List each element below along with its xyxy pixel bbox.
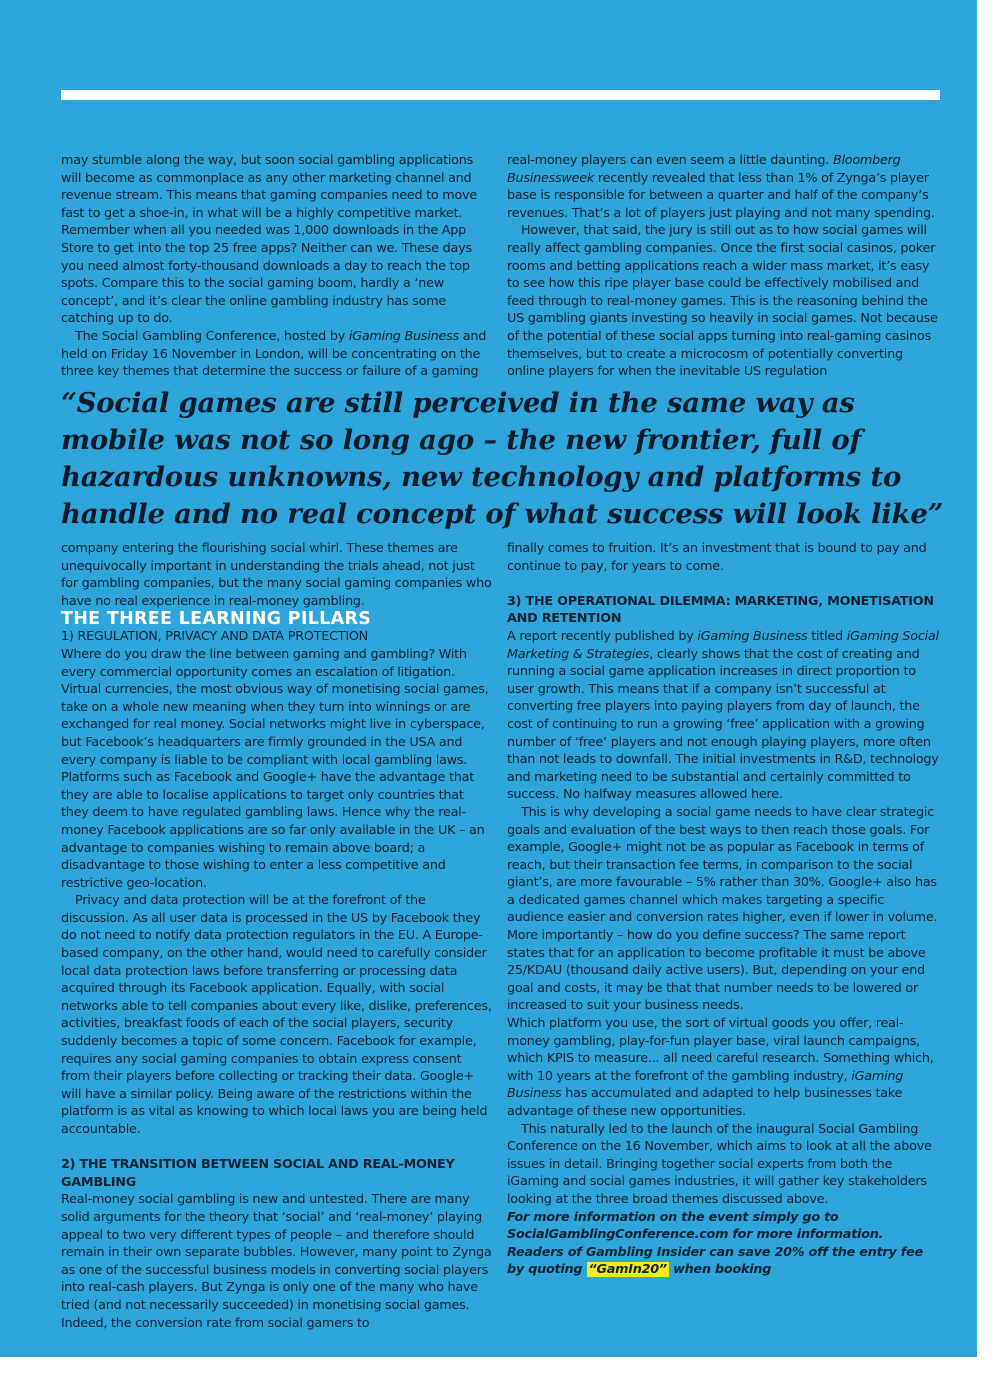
paragraph: Real-money social gambling is new and untested. There are many solid arguments for the theory that ‘social’ and ‘real-money’ playing appeal to two very different types of people – and therefore should remain in their own separate bubbles. However, many point to Zynga as one of the successful business models in converting social players into real-cash players. But Zynga is only one of the many who have tried (and not necessarily succeeded) in monetising social games. Indeed, the conversion rate from social gamers to <box>61 1192 492 1331</box>
column-right-top <box>507 152 940 381</box>
paragraph: The Social Gambling Conference, hosted by iGaming Business and held on Friday 16 November in London, will be concentrating on the three key themes that determine the success or failure of a gaming <box>61 328 487 380</box>
column-left-bottom <box>61 540 494 1332</box>
paragraph: company entering the flourishing social whirl. These themes are unequivocally important in understanding the trials ahead, not just for gambling companies, but the many social gaming companies who have no real experience in real-money gambling. <box>61 541 492 609</box>
subsection-heading: 2) THE TRANSITION BETWEEN SOCIAL AND REAL-MONEY GAMBLING <box>61 1157 455 1190</box>
paragraph: This naturally led to the launch of the inaugural Social Gambling Conference on the 16 November, which aims to look at all the above issues in detail. Bringing together social experts from both the iGaming and social games industries, it will gather key stakeholders looking at the three broad themes discussed above. <box>507 1121 932 1207</box>
subsection-heading: 1) REGULATION, PRIVACY AND DATA PROTECTION <box>61 629 368 645</box>
paragraph: may stumble along the way, but soon social gambling applications will become as commonplace as any other marketing channel and revenue stream. This means that gaming companies need to move fast to get a shoe-in, in what will be a highly competitive market. Remember when all you needed was 1,000 downloads in the App Store to get into the top 25 free apps? Neither can we. These days you need almost forty-thousand downloads a day to reach the top spots. Compare this to the social gaming boom, hardly a ‘new concept’, and it’s clear the online gambling industry has some catching up to do. <box>61 153 478 327</box>
section-heading: THE THREE LEARNING PILLARS <box>61 609 372 630</box>
column-right-bottom <box>507 540 940 1279</box>
paragraph: finally comes to fruition. It’s an investment that is bound to pay and continue to pay, for years to come. <box>507 541 927 574</box>
event-promo: For more information on the event simply go to SocialGamblingConference.com for more information. Readers of Gambling Insider can save 20% off the entry fee by quoting “GamIn20” when booking <box>507 1209 923 1278</box>
paragraph: Where do you draw the line between gaming and gambling? With every commercial opportunity comes an escalation of litigation. Virtual currencies, the most obvious way of monetising social games, take on a whole new meaning when they turn into winnings or are exchanged for real money. Social networks might live in cyberspace, but Facebook’s headquarters are firmly grounded in the USA and every company is liable to be compliant with local gambling laws. Platforms such as Facebook and Google+ have the advantage that they are able to localise applications to target only countries that they deem to have regulated gambling laws. Hence why the real-money Facebook applications are so far only available in the UK – an advantage to companies wishing to remain above board; a disadvantage to those wishing to enter a less competitive and restrictive geo-location. <box>61 646 489 891</box>
column-left-top <box>61 152 494 381</box>
paragraph: real-money players can even seem a little daunting. Bloomberg Businessweek recently revealed that less than 1% of Zynga’s player base is responsible for between a quarter and half of the company’s revenues. That’s a lot of players just playing and not many spending. <box>507 153 935 221</box>
top-rule-divider <box>61 90 940 100</box>
promo-code: “GamIn20” <box>588 1262 667 1278</box>
paragraph: Which platform you use, the sort of virtual goods you offer, real-money gambling, play-for-fun player base, viral launch campaigns, which KPIS to measure... all need careful research. Something which, with 10 years at the forefront of the gambling industry, iGaming Business has accumulated and adapted to help businesses take advantage of these new opportunities. <box>507 1016 934 1119</box>
subsection-heading: 3) THE OPERATIONAL DILEMMA: MARKETING, MONETISATION AND RETENTION <box>507 593 934 627</box>
paragraph: A report recently published by iGaming Business titled iGaming Social Marketing & Strategies, clearly shows that the cost of creating and running a social game application increases in direct proportion to user growth. This means that if a company isn’t successful at converting free players into paying players from day of launch, the cost of continuing to run a growing ‘free’ application with a growing number of ‘free’ players and not enough playing players, more often than not leads to downfall. The initial investments in R&D, technology and marketing need to be substantial and certainly committed to success. No halfway measures allowed here. <box>507 628 939 803</box>
paragraph: This is why developing a social game needs to have clear strategic goals and evaluation of the best ways to then reach those goals. For example, Google+ might not be as popular as Facebook in terms of reach, but their transaction fee terms, in comparison to the social giant’s, are more favourable – 5% rather than 30%. Google+ also has a dedicated games channel which makes targeting a specific audience easier and conversion rates higher, even if lower in volume. More importantly – how do you define success? The same report states that for an application to become profitable it must be above 25/KDAU (thousand daily active users). But, depending on your end goal and costs, it may be that that number needs to be lowered or increased to suit your business needs. <box>507 804 938 1014</box>
pull-quote: “Social games are still perceived in the same way as mobile was not so long ago – the new frontier, full of hazardous unknowns, new technology and platforms to handle and no real concept of what success will look like” <box>61 387 944 530</box>
paragraph: Privacy and data protection will be at the forefront of the discussion. As all user data is processed in the US by Facebook they do not need to notify data protection regulators in the EU. A Europe-based company, on the other hand, would need to carefully consider local data protection laws before transferring or processing data acquired through its Facebook application. Equally, with social networks able to tell companies about every like, dislike, preferences, activities, breakfast foods of each of the social players, security suddenly becomes a topic of some concern. Facebook for example, requires any social gaming companies to obtain express consent from their players before collecting or tracking their data. Google+ will have a similar policy. Being aware of the restrictions within the platform is as vital as knowing to which local laws you are being held accountable. <box>61 893 492 1137</box>
paragraph: However, that said, the jury is still out as to how social games will really affect gambling companies. Once the first social casinos, poker rooms and betting applications reach a wider mass market, it’s easy to see how this ripe player base could be effectively mobilised and feed through to real-money games. This is the reasoning behind the US gambling giants investing so heavily in social games. Not because of the potential of these social apps turning into real-gaming casinos themselves, but to create a microcosm of potentially converting online players for when the inevitable US regulation <box>507 223 938 380</box>
